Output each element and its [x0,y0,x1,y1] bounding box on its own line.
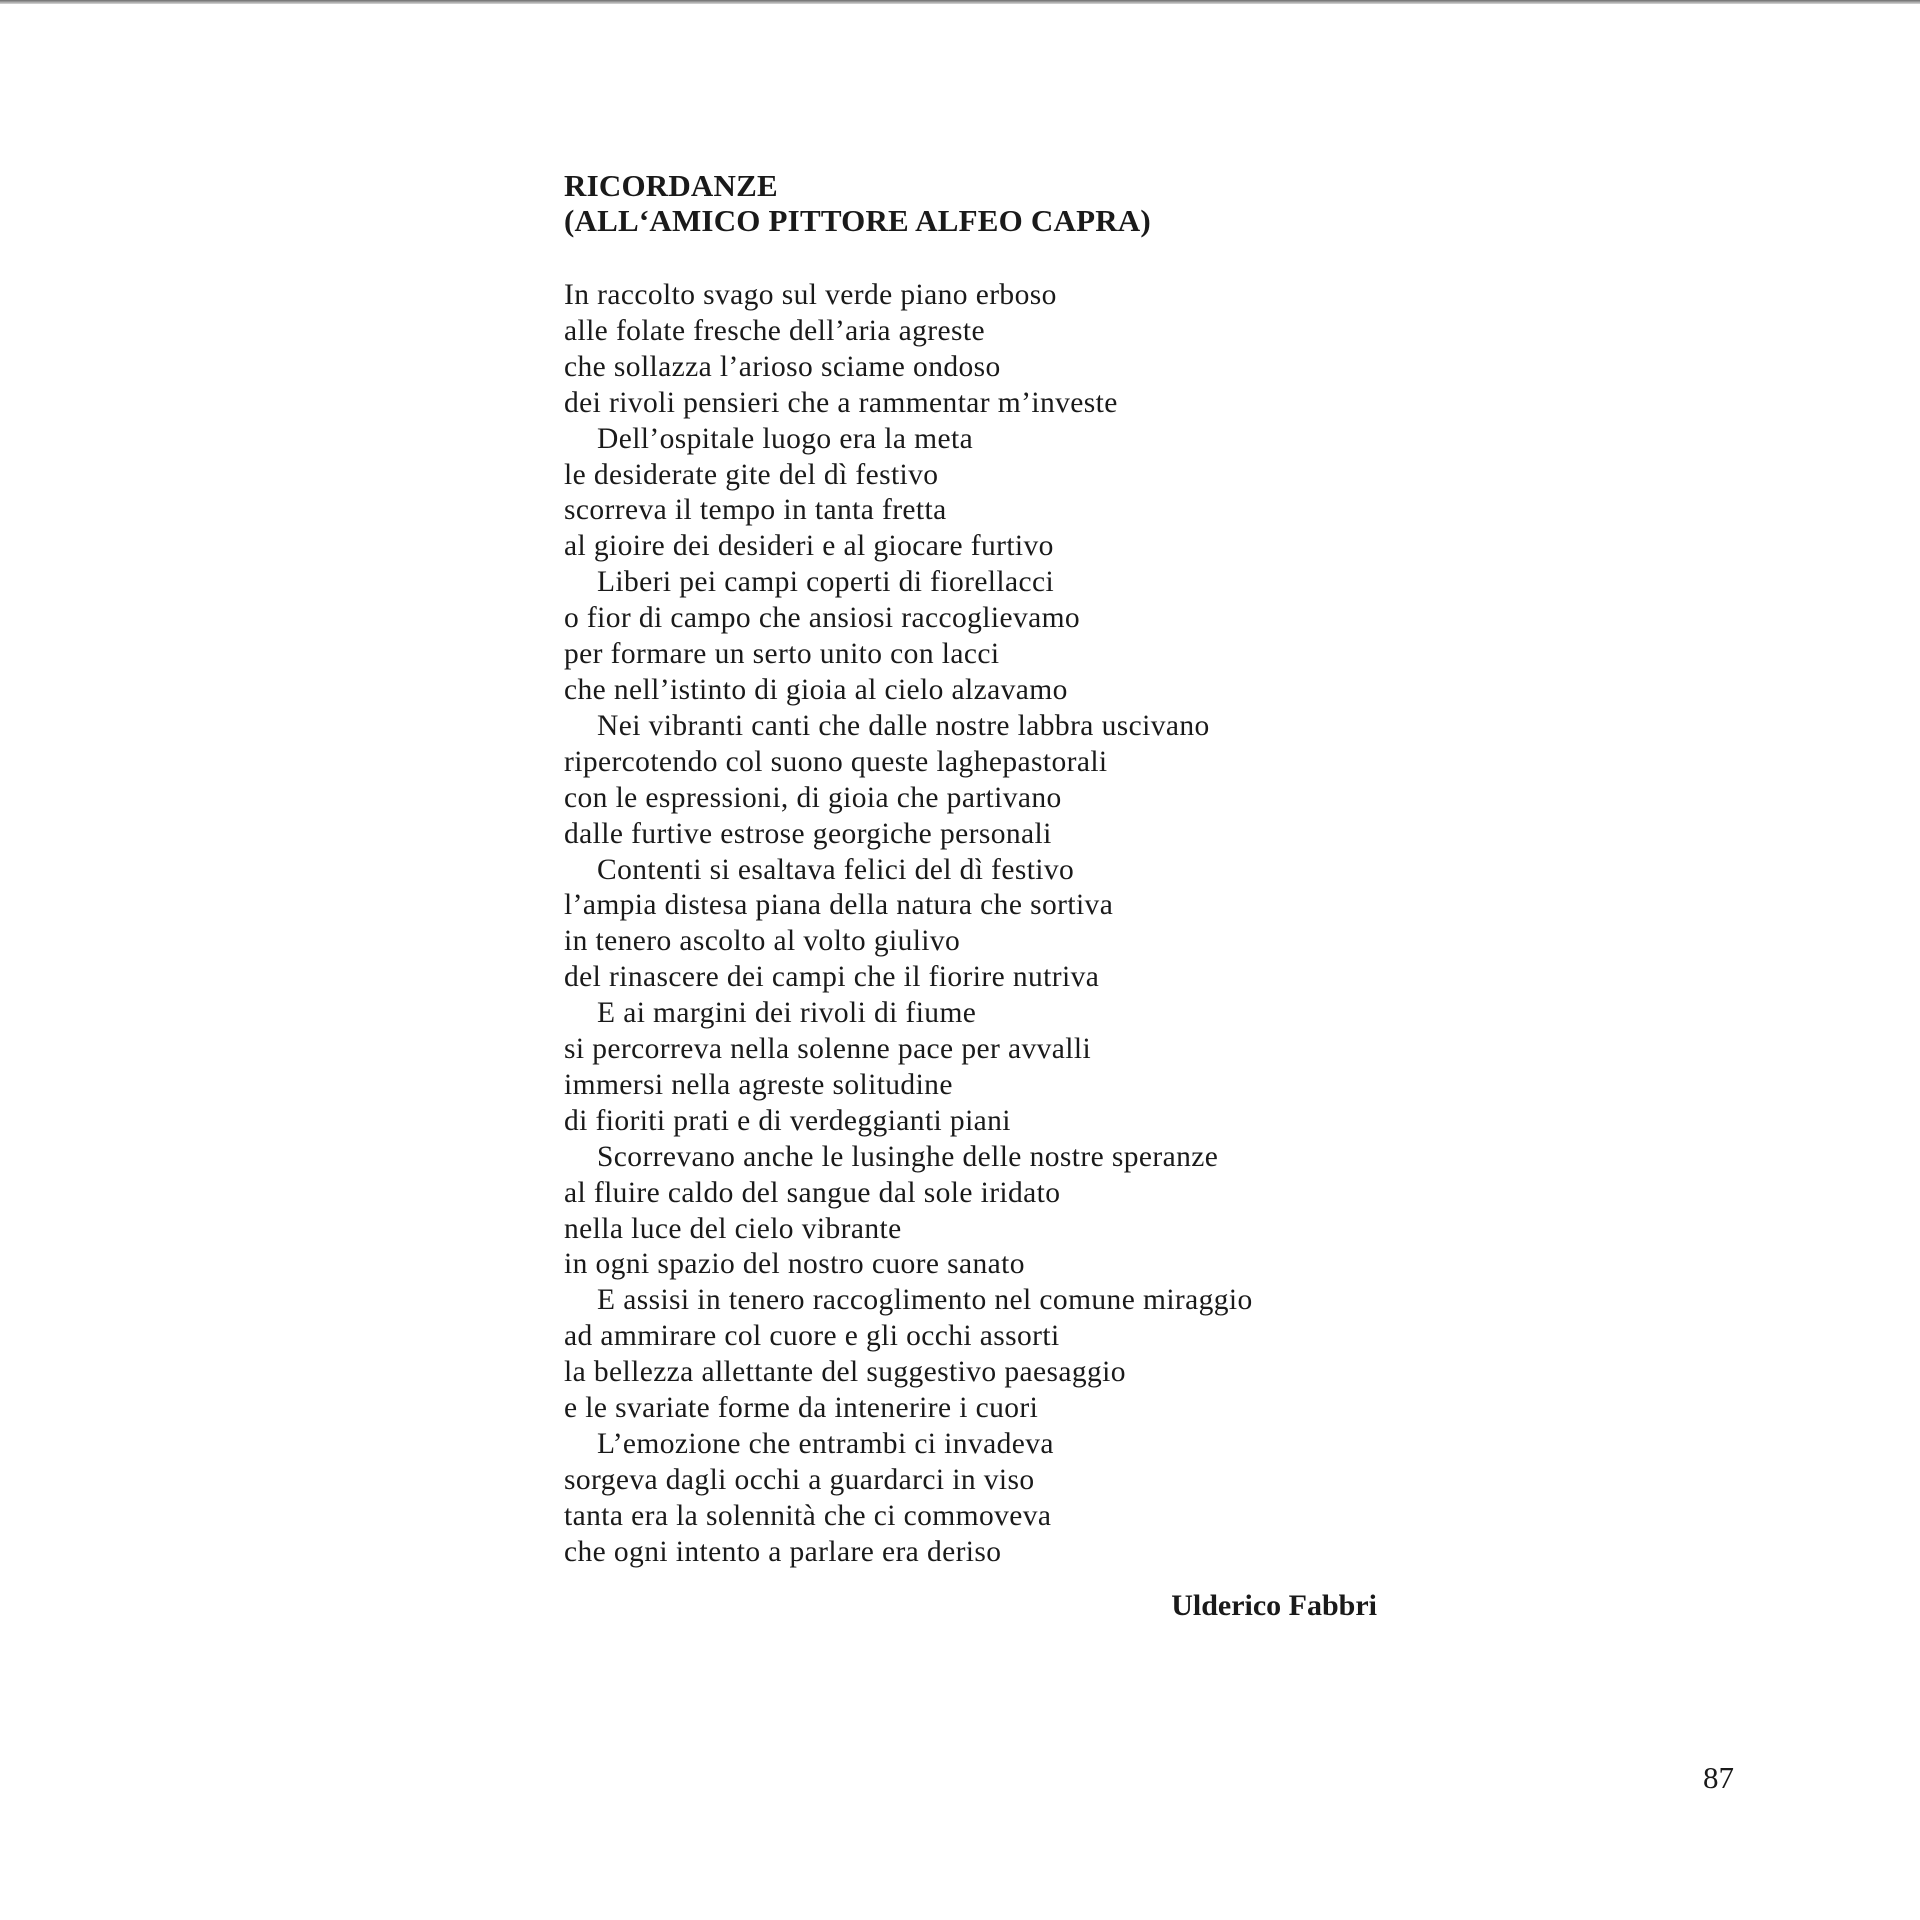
verse-line: che nell’istinto di gioia al cielo alzavamo [564,673,1068,706]
verse-line: in tenero ascolto al volto giulivo [564,925,961,958]
verse-line: con le espressioni, di gioia che partivano [564,781,1062,814]
verse-line: dalle furtive estrose georgiche personali [564,817,1052,850]
verse-line: tanta era la solennità che ci commoveva [564,1499,1052,1532]
verse-line: di fioriti prati e di verdeggianti piani [564,1104,1011,1137]
verse-line: E ai margini dei rivoli di fiume [597,997,977,1030]
poem-title [564,168,1464,238]
verse-line: In raccolto svago sul verde piano erboso [564,279,1057,311]
verse-line: ad ammirare col cuore e gli occhi assorti [564,1320,1060,1353]
verse-line: per formare un serto unito con lacci [564,638,1000,671]
verse-line: si percorreva nella solenne pace per avvalli [564,1033,1092,1066]
verse-line: E assisi in tenero raccoglimento nel comune miraggio [597,1284,1253,1317]
verse-line: L’emozione che entrambi ci invadeva [597,1428,1054,1460]
verse-line: o fior di campo che ansiosi raccoglievamo [564,602,1081,635]
verse-line: che ogni intento a parlare era deriso [564,1535,1002,1568]
page-number: 87 [1703,1760,1734,1795]
verse-line: Contenti si esaltava felici del dì festivo [597,853,1075,886]
verse-line: che sollazza l’arioso sciame ondoso [564,350,1001,383]
verse-line: Liberi pei campi coperti di fiorellacci [597,566,1055,599]
verse-line: immersi nella agreste solitudine [564,1068,953,1101]
verse-line: Nei vibranti canti che dalle nostre labbra uscivano [597,709,1210,742]
verse-line: nella luce del cielo vibrante [564,1212,902,1245]
verse-line: la bellezza allettante del suggestivo paesaggio [564,1356,1126,1389]
poem-verses [564,278,1464,1571]
verse-line: sorgeva dagli occhi a guardarci in viso [564,1463,1035,1496]
page-top-edge [0,0,1920,4]
verse-line: al fluire caldo del sangue dal sole iridato [564,1176,1061,1209]
author-signature: Ulderico Fabbri [1171,1589,1377,1622]
verse-line: Dell’ospitale luogo era la meta [597,422,974,455]
verse-line: Scorrevano anche le lusinghe delle nostre speranze [597,1140,1219,1173]
verse-line: al gioire dei desideri e al giocare furtivo [564,530,1054,563]
verse-line: in ogni spazio del nostro cuore sanato [564,1248,1025,1281]
verse-line: alle folate fresche dell’aria agreste [564,314,985,347]
verse-line: scorreva il tempo in tanta fretta [564,494,947,527]
verse-line: l’ampia distesa piana della natura che sortiva [564,889,1114,922]
verse-line: e le svariate forme da intenerire i cuori [564,1392,1039,1425]
poem-dedication: (ALL‘AMICO PITTORE ALFEO CAPRA) [564,203,1151,238]
verse-line: dei rivoli pensieri che a rammentar m’investe [564,386,1118,419]
verse-line: ripercotendo col suono queste laghepastorali [564,745,1108,778]
poem-title-line: RICORDANZE [564,168,778,203]
poem [564,168,1464,1571]
verse-line: le desiderate gite del dì festivo [564,458,939,491]
verse-line: del rinascere dei campi che il fiorire nutriva [564,961,1100,994]
